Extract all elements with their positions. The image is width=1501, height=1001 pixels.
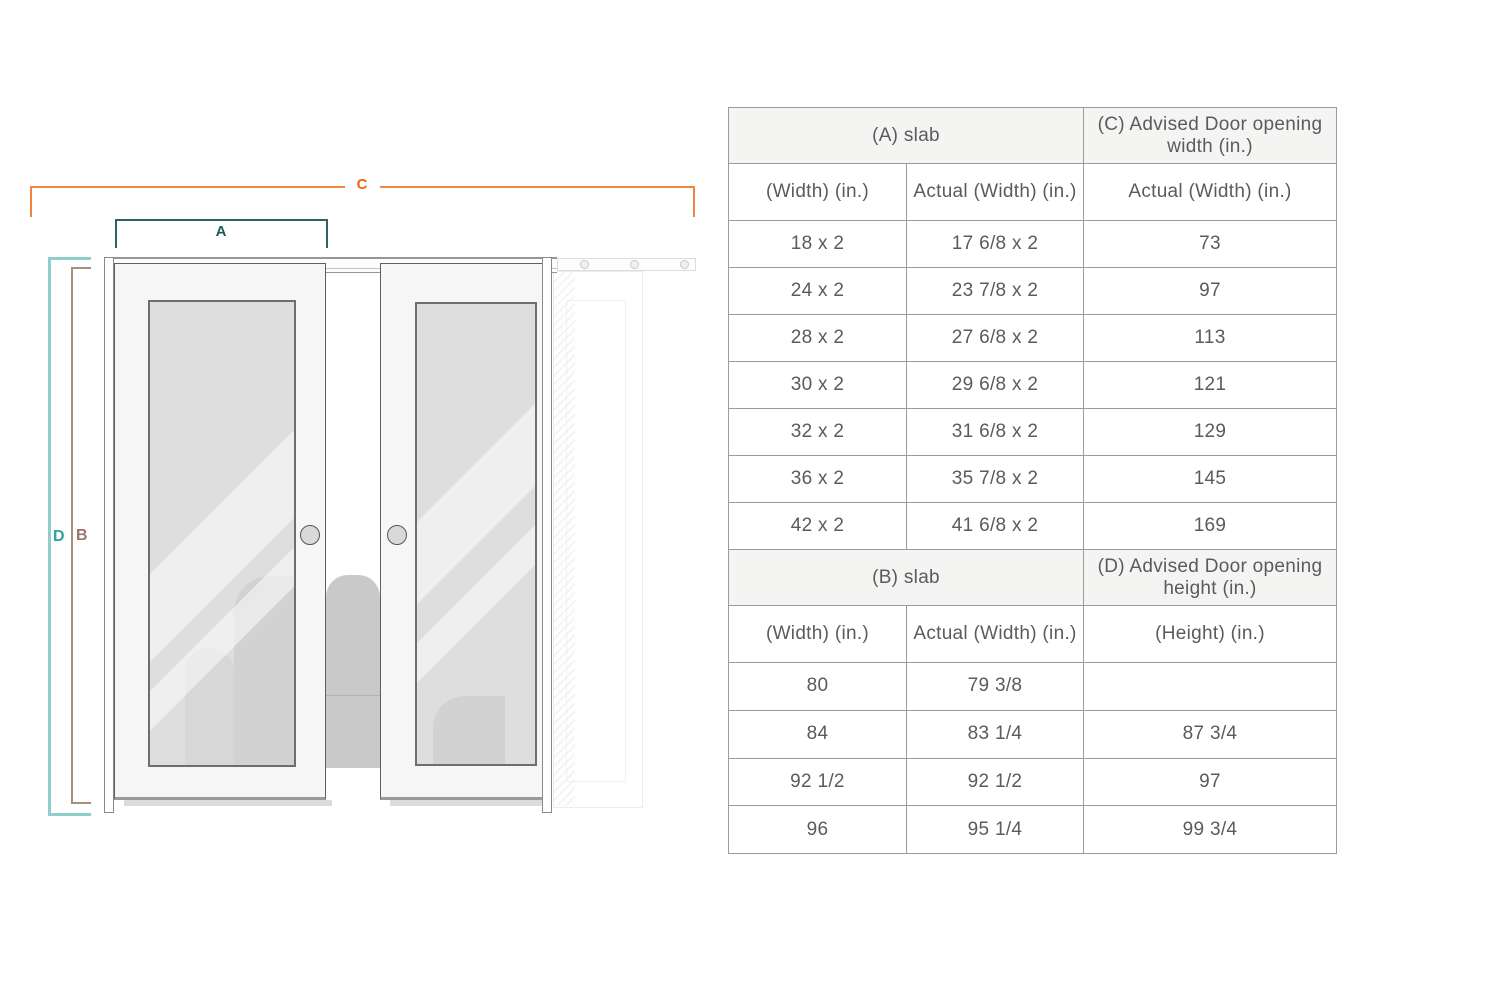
dimension-bracket-c [30, 176, 695, 217]
column-header: (Height) (in.) [1084, 606, 1337, 663]
table-cell: 79 3/8 [907, 663, 1084, 711]
table-cell: 87 3/4 [1084, 710, 1337, 758]
dimension-bracket-b [71, 267, 91, 804]
table-cell: 29 6/8 x 2 [907, 362, 1084, 409]
table-cell: 41 6/8 x 2 [907, 503, 1084, 550]
track-hole-icon [630, 260, 639, 269]
dimension-bracket-a [115, 219, 328, 248]
column-header: (Width) (in.) [729, 164, 907, 221]
table-cell: 23 7/8 x 2 [907, 268, 1084, 315]
door-size-table [728, 107, 1337, 854]
table-cell: 99 3/4 [1084, 806, 1337, 854]
section-c-title: (C) Advised Door opening width (in.) [1084, 108, 1337, 164]
table-cell: 121 [1084, 362, 1337, 409]
column-header: Actual (Width) (in.) [907, 606, 1084, 663]
table-cell [1084, 663, 1337, 711]
table-row [729, 456, 1337, 503]
table-cell: 96 [729, 806, 907, 854]
table-cell: 27 6/8 x 2 [907, 315, 1084, 362]
table-cell: 18 x 2 [729, 221, 907, 268]
table-row [729, 362, 1337, 409]
right-door-glass [415, 302, 537, 766]
table-row [729, 758, 1337, 806]
table-cell: 73 [1084, 221, 1337, 268]
table-cell: 28 x 2 [729, 315, 907, 362]
table-cell: 129 [1084, 409, 1337, 456]
section-d-title: (D) Advised Door opening height (in.) [1084, 550, 1337, 606]
table-row [729, 315, 1337, 362]
table-row [729, 503, 1337, 550]
table-row [729, 221, 1337, 268]
track-extension [557, 258, 696, 271]
table-cell: 80 [729, 663, 907, 711]
table-row [729, 806, 1337, 854]
table-cell: 97 [1084, 268, 1337, 315]
table-cell: 113 [1084, 315, 1337, 362]
table-cell: 92 1/2 [907, 758, 1084, 806]
table-cell: 169 [1084, 503, 1337, 550]
pocket-panel-inner-outline [566, 300, 626, 782]
table-row [729, 268, 1337, 315]
right-door-knob-icon [387, 525, 407, 545]
table-cell: 84 [729, 710, 907, 758]
column-header: Actual (Width) (in.) [1084, 164, 1337, 221]
table-cell: 24 x 2 [729, 268, 907, 315]
table-cell: 30 x 2 [729, 362, 907, 409]
table-cell: 145 [1084, 456, 1337, 503]
left-door [114, 263, 326, 800]
table-cell: 32 x 2 [729, 409, 907, 456]
left-door-knob-icon [300, 525, 320, 545]
track-hole-icon [680, 260, 689, 269]
left-door-glass [148, 300, 296, 767]
table-cell: 17 6/8 x 2 [907, 221, 1084, 268]
dimension-label-c: C [345, 176, 381, 193]
table-cell: 35 7/8 x 2 [907, 456, 1084, 503]
right-door [380, 263, 543, 800]
dimension-label-a: A [215, 223, 228, 240]
table-cell: 83 1/4 [907, 710, 1084, 758]
table-row [729, 409, 1337, 456]
table-row [729, 663, 1337, 711]
chair-through-glass [433, 696, 505, 766]
left-door-shadow [124, 800, 332, 806]
table-cell: 92 1/2 [729, 758, 907, 806]
left-jamb [104, 257, 114, 813]
dimension-label-d: D [52, 525, 66, 549]
table-cell: 36 x 2 [729, 456, 907, 503]
column-header: Actual (Width) (in.) [907, 164, 1084, 221]
chair-behind-doors [326, 575, 380, 768]
table-cell: 42 x 2 [729, 503, 907, 550]
right-door-shadow [390, 800, 550, 806]
table-cell: 95 1/4 [907, 806, 1084, 854]
glass-reflection [415, 302, 537, 736]
right-jamb [542, 257, 552, 813]
chair-seam [326, 695, 380, 696]
table-row [729, 710, 1337, 758]
section-a-title: (A) slab [729, 108, 1084, 164]
column-header: (Width) (in.) [729, 606, 907, 663]
dimension-label-b: B [75, 524, 89, 548]
section-b-title: (B) slab [729, 550, 1084, 606]
table-cell: 97 [1084, 758, 1337, 806]
track-hole-icon [580, 260, 589, 269]
table-cell: 31 6/8 x 2 [907, 409, 1084, 456]
